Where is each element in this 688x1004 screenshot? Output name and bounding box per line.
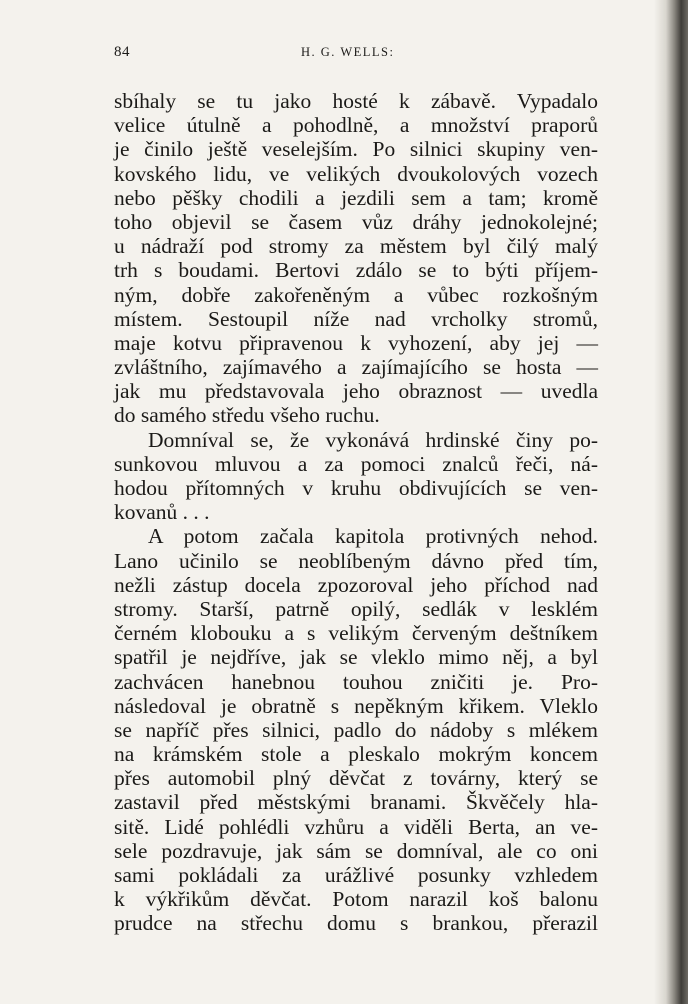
text-line: ným, dobře zakořeněným a vůbec rozkošným (114, 282, 598, 307)
text-line: sitě. Lidé pohlédli vzhůru a viděli Berta, an ve- (114, 814, 598, 839)
text-line: nebo pěšky chodili a jezdili sem a tam; kromě (114, 185, 598, 210)
text-line: místem. Sestoupil níže nad vrcholky stromů, (114, 306, 598, 331)
text-line: hodou přítomných v kruhu obdivujících se ven- (114, 476, 598, 500)
text-line: kovského lidu, ve velikých dvoukolových vozech (114, 161, 598, 186)
text-line: spatřil je nejdříve, jak se vleklo mimo něj, a byl (114, 645, 598, 670)
text-line: zvláštního, zajímavého a zajímajícího se hosta — (114, 355, 598, 380)
text-line: sbíhaly se tu jako hosté k zábavě. Vypadalo (114, 89, 598, 113)
text-line: kovanů . . . (114, 500, 210, 525)
text-line: sunkovou mluvou a za pomoci znalců řeči, ná- (114, 451, 598, 476)
text-line: se napříč přes silnici, padlo do nádoby s mlékem (114, 717, 598, 742)
text-line: zastavil před městskými branami. Škvěčely hla- (114, 790, 598, 815)
text-line: k výkřikům děvčat. Potom narazil koš balonu (114, 887, 598, 912)
text-line: černém klobouku a s velikým červeným deštníkem (114, 621, 598, 646)
page-number: 84 (114, 44, 130, 60)
page-header (114, 44, 598, 64)
text-line: toho objevil se časem vůz dráhy jednokolejné; (114, 209, 598, 234)
text-line: A potom začala kapitola protivných nehod. (148, 524, 598, 549)
text-line: jak mu představovala jeho obraznost — uvedla (114, 379, 598, 404)
text-line: Domníval se, že vykonává hrdinské činy po- (148, 427, 598, 452)
text-line: zachvácen hanebnou touhou zničiti je. Pro- (114, 669, 598, 694)
text-line: maje kotvu připravenou k vyhození, aby jej — (114, 330, 598, 355)
text-line: následoval je obratně s nepěkným křikem. Vleklo (114, 693, 598, 718)
page-binding-edge (654, 0, 688, 1004)
text-line: velice útulně a pohodlně, a množství praporů (114, 113, 598, 138)
text-line: trh s boudami. Bertovi zdálo se to býti příjem- (114, 258, 598, 283)
text-line: na krámském stole a pleskalo mokrým koncem (114, 742, 598, 767)
text-line: stromy. Starší, patrně opilý, sedlák v lesklém (114, 596, 598, 621)
text-line: sami pokládali za urážlivé posunky vzhledem (114, 863, 598, 887)
text-line: do samého středu všeho ruchu. (114, 403, 380, 428)
text-line: u nádraží pod stromy za městem byl čilý malý (114, 234, 598, 259)
text-line: prudce na střechu domu s brankou, přerazil (114, 911, 598, 936)
text-line: přes automobil plný děvčat z továrny, který se (114, 766, 598, 791)
text-line: sele pozdravuje, jak sám se domníval, ale co oni (114, 838, 598, 863)
text-line: nežli zástup docela zpozoroval jeho příchod nad (114, 572, 598, 597)
text-line: je činilo ještě veselejším. Po silnici skupiny ven- (114, 137, 598, 162)
text-line: Lano učinilo se neoblíbeným dávno před tím, (114, 548, 598, 573)
running-title: H. G. WELLS: (301, 45, 395, 59)
body-text (114, 89, 598, 936)
